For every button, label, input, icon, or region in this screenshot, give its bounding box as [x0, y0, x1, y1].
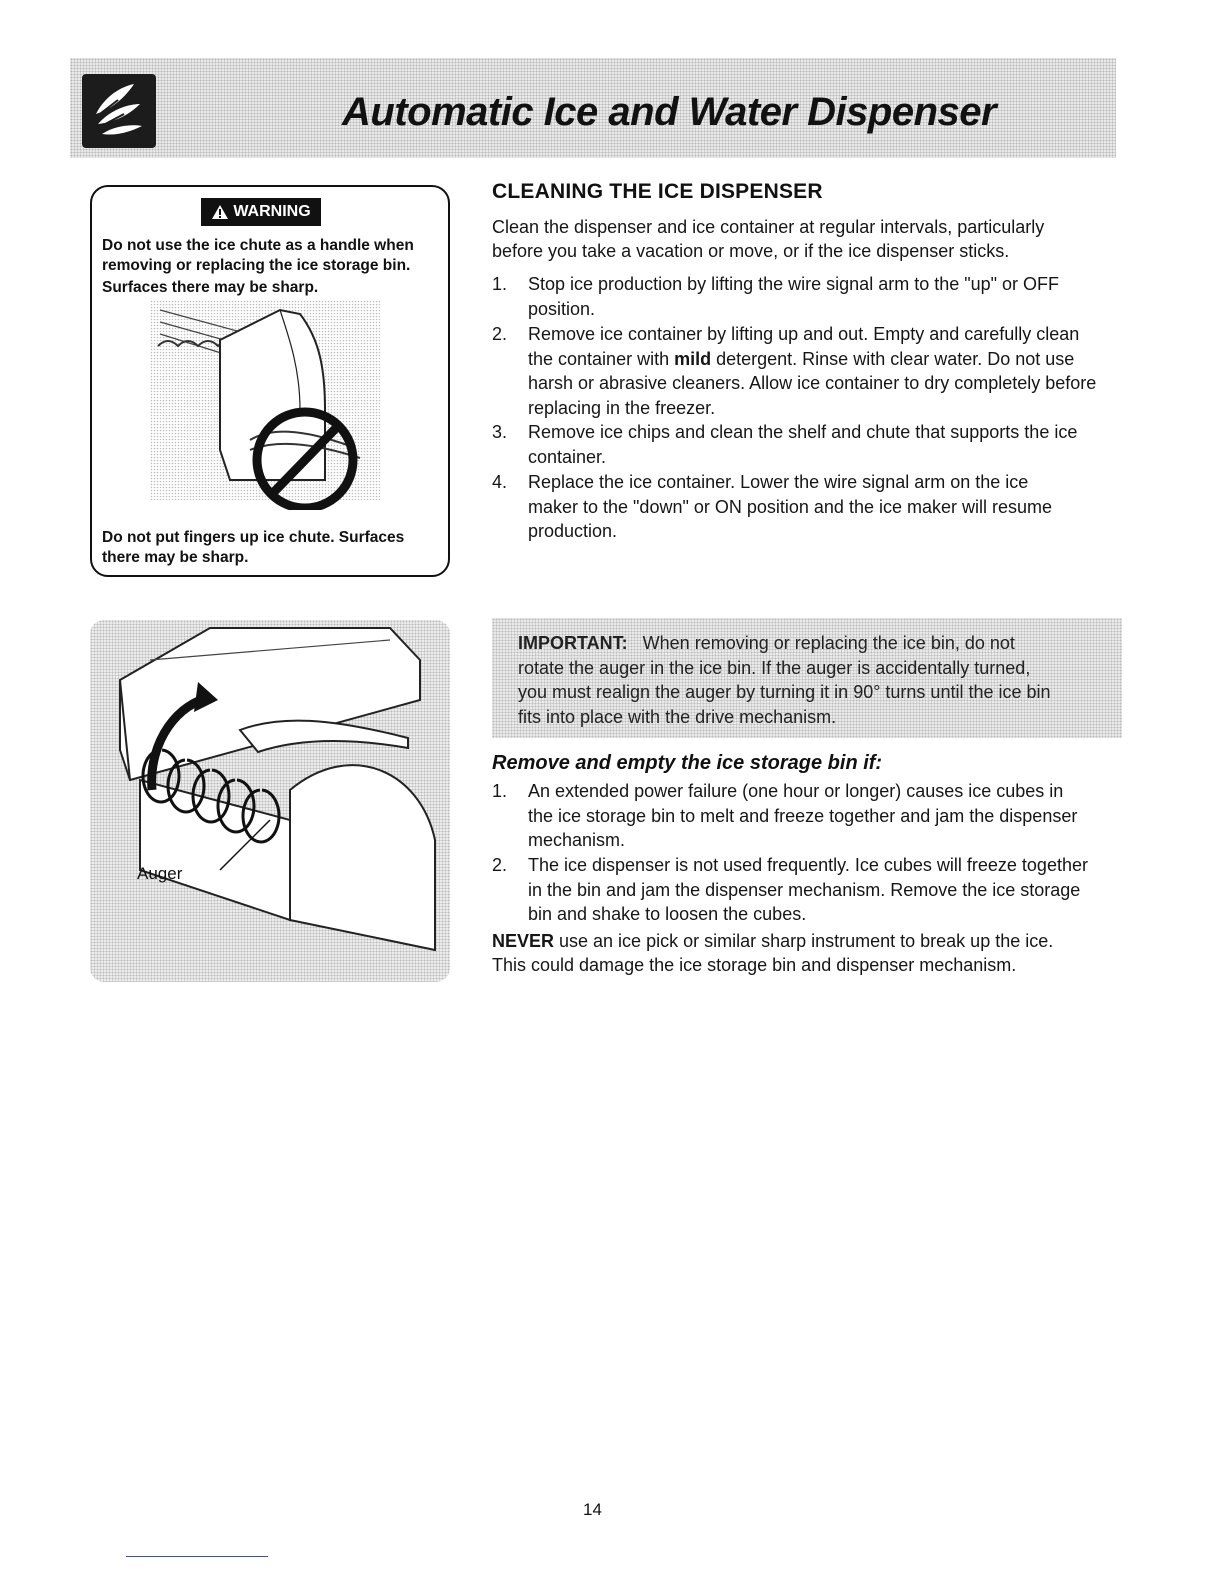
emphasis-mild: mild — [674, 348, 712, 369]
warning-text-line: Surfaces there may be sharp. — [102, 279, 319, 296]
warning-badge-label: WARNING — [233, 203, 311, 220]
brand-logo — [82, 74, 156, 148]
list-item: 3. Remove ice chips and clean the shelf and chute that supports the ice container. — [492, 422, 1078, 467]
warning-text-line: there may be sharp. — [102, 549, 249, 566]
intro-line: before you take a vacation or move, or if the ice dispenser sticks. — [492, 241, 1010, 261]
list-item: 4. Replace the ice container. Lower the wire signal arm on the ice maker to the "down" or ON position and the ice maker will resume production. — [492, 472, 1053, 541]
warning-badge — [201, 198, 321, 226]
ice-chute-illustration — [150, 300, 390, 510]
warning-text-line: Do not use the ice chute as a handle when — [102, 237, 414, 254]
page-title: Automatic Ice and Water Dispenser — [342, 90, 997, 134]
list-item: 1. Stop ice production by lifting the wire signal arm to the "up" or OFF position. — [492, 274, 1060, 319]
leaves-icon — [88, 80, 150, 142]
auger-illustration — [90, 620, 450, 982]
important-text: IMPORTANT: When removing or replacing the ice bin, do not rotate the auger in the ice bin. If the auger is accidentally turned, you must realign the auger by turning it in 90° turns until the ice bin fits into place with the drive mechanism. — [518, 633, 1051, 727]
footer-divider — [126, 1556, 268, 1557]
important-label: IMPORTANT: — [518, 633, 628, 653]
subsection-title: Remove and empty the ice storage bin if: — [492, 752, 883, 774]
warning-text-line: removing or replacing the ice storage bin. — [102, 257, 411, 274]
list-item: 2. Remove ice container by lifting up and out. Empty and carefully clean the container with mild detergent. Rinse with clear water. Do not use harsh or abrasive cleaners. Allow ice container to dry completely before replacing in the freezer. — [492, 324, 1097, 418]
warning-triangle-icon — [211, 204, 229, 220]
intro-line: Clean the dispenser and ice container at regular intervals, particularly — [492, 217, 1045, 237]
warning-text-line: Do not put fingers up ice chute. Surfaces — [102, 529, 405, 546]
never-line: NEVER use an ice pick or similar sharp instrument to break up the ice. — [492, 931, 1054, 951]
list-item: 2. The ice dispenser is not used frequently. Ice cubes will freeze together in the bin and jam the dispenser mechanism. Remove the ice storage bin and shake to loosen the cubes. — [492, 855, 1088, 924]
section-title: CLEANING THE ICE DISPENSER — [492, 180, 823, 203]
list-item: 1. An extended power failure (one hour or longer) causes ice cubes in the ice storage bin to melt and freeze together and jam the dispenser mechanism. — [492, 781, 1078, 850]
page-number: 14 — [583, 1500, 602, 1519]
never-label: NEVER — [492, 931, 555, 951]
never-line: This could damage the ice storage bin and dispenser mechanism. — [492, 955, 1017, 975]
figure-label: Auger — [137, 864, 183, 883]
